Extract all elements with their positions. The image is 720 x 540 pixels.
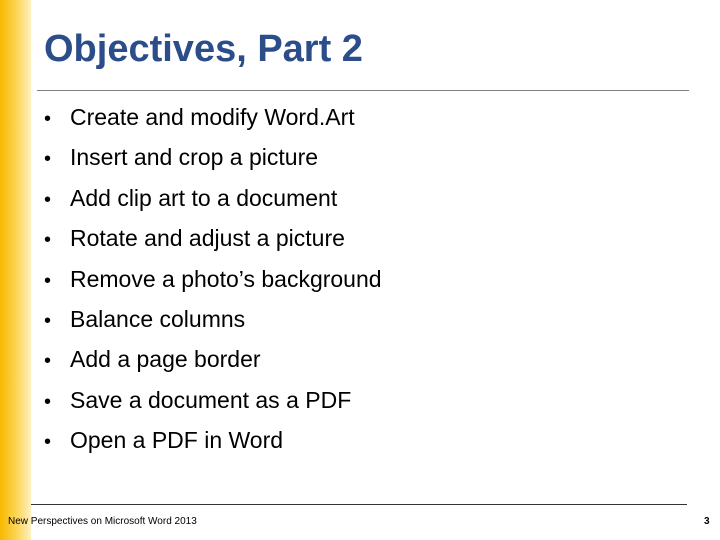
bullet-icon: • — [44, 390, 52, 413]
list-item-text: Insert and crop a picture — [70, 144, 319, 171]
list-item — [44, 420, 382, 460]
list-item — [44, 259, 382, 299]
footer-divider — [31, 504, 687, 505]
list-item-text: Create and modify Word.Art — [70, 104, 355, 130]
list-item — [44, 137, 382, 177]
list-item-text: Add a page border — [70, 346, 261, 373]
footer-caption: New Perspectives on Microsoft Word 2013 — [8, 516, 197, 527]
list-item-text: Balance columns — [70, 305, 246, 332]
list-item-text: Remove a photo’s background — [70, 265, 382, 292]
bullet-icon: • — [44, 229, 52, 252]
list-item-text: Open a PDF in Word — [70, 427, 284, 454]
list-item-text: Rotate and adjust a picture — [70, 225, 345, 252]
page-number: 3 — [704, 516, 710, 527]
list-item — [44, 178, 382, 218]
bullet-icon: • — [44, 350, 52, 373]
title-divider — [37, 90, 689, 91]
list-item — [44, 97, 382, 137]
bullet-icon: • — [44, 108, 52, 130]
bullet-icon: • — [44, 309, 52, 332]
list-item-text: Save a document as a PDF — [70, 386, 352, 413]
bullet-icon: • — [44, 148, 52, 171]
list-item — [44, 380, 382, 420]
bullet-icon: • — [44, 188, 52, 211]
list-item — [44, 339, 382, 379]
objectives-list — [44, 97, 382, 461]
accent-bar — [0, 0, 31, 540]
list-item — [44, 299, 382, 339]
list-item — [44, 218, 382, 258]
bullet-icon: • — [44, 431, 52, 454]
bullet-icon: • — [44, 269, 52, 292]
list-item-text: Add clip art to a document — [70, 184, 338, 211]
slide-title: Objectives, Part 2 — [44, 28, 363, 70]
